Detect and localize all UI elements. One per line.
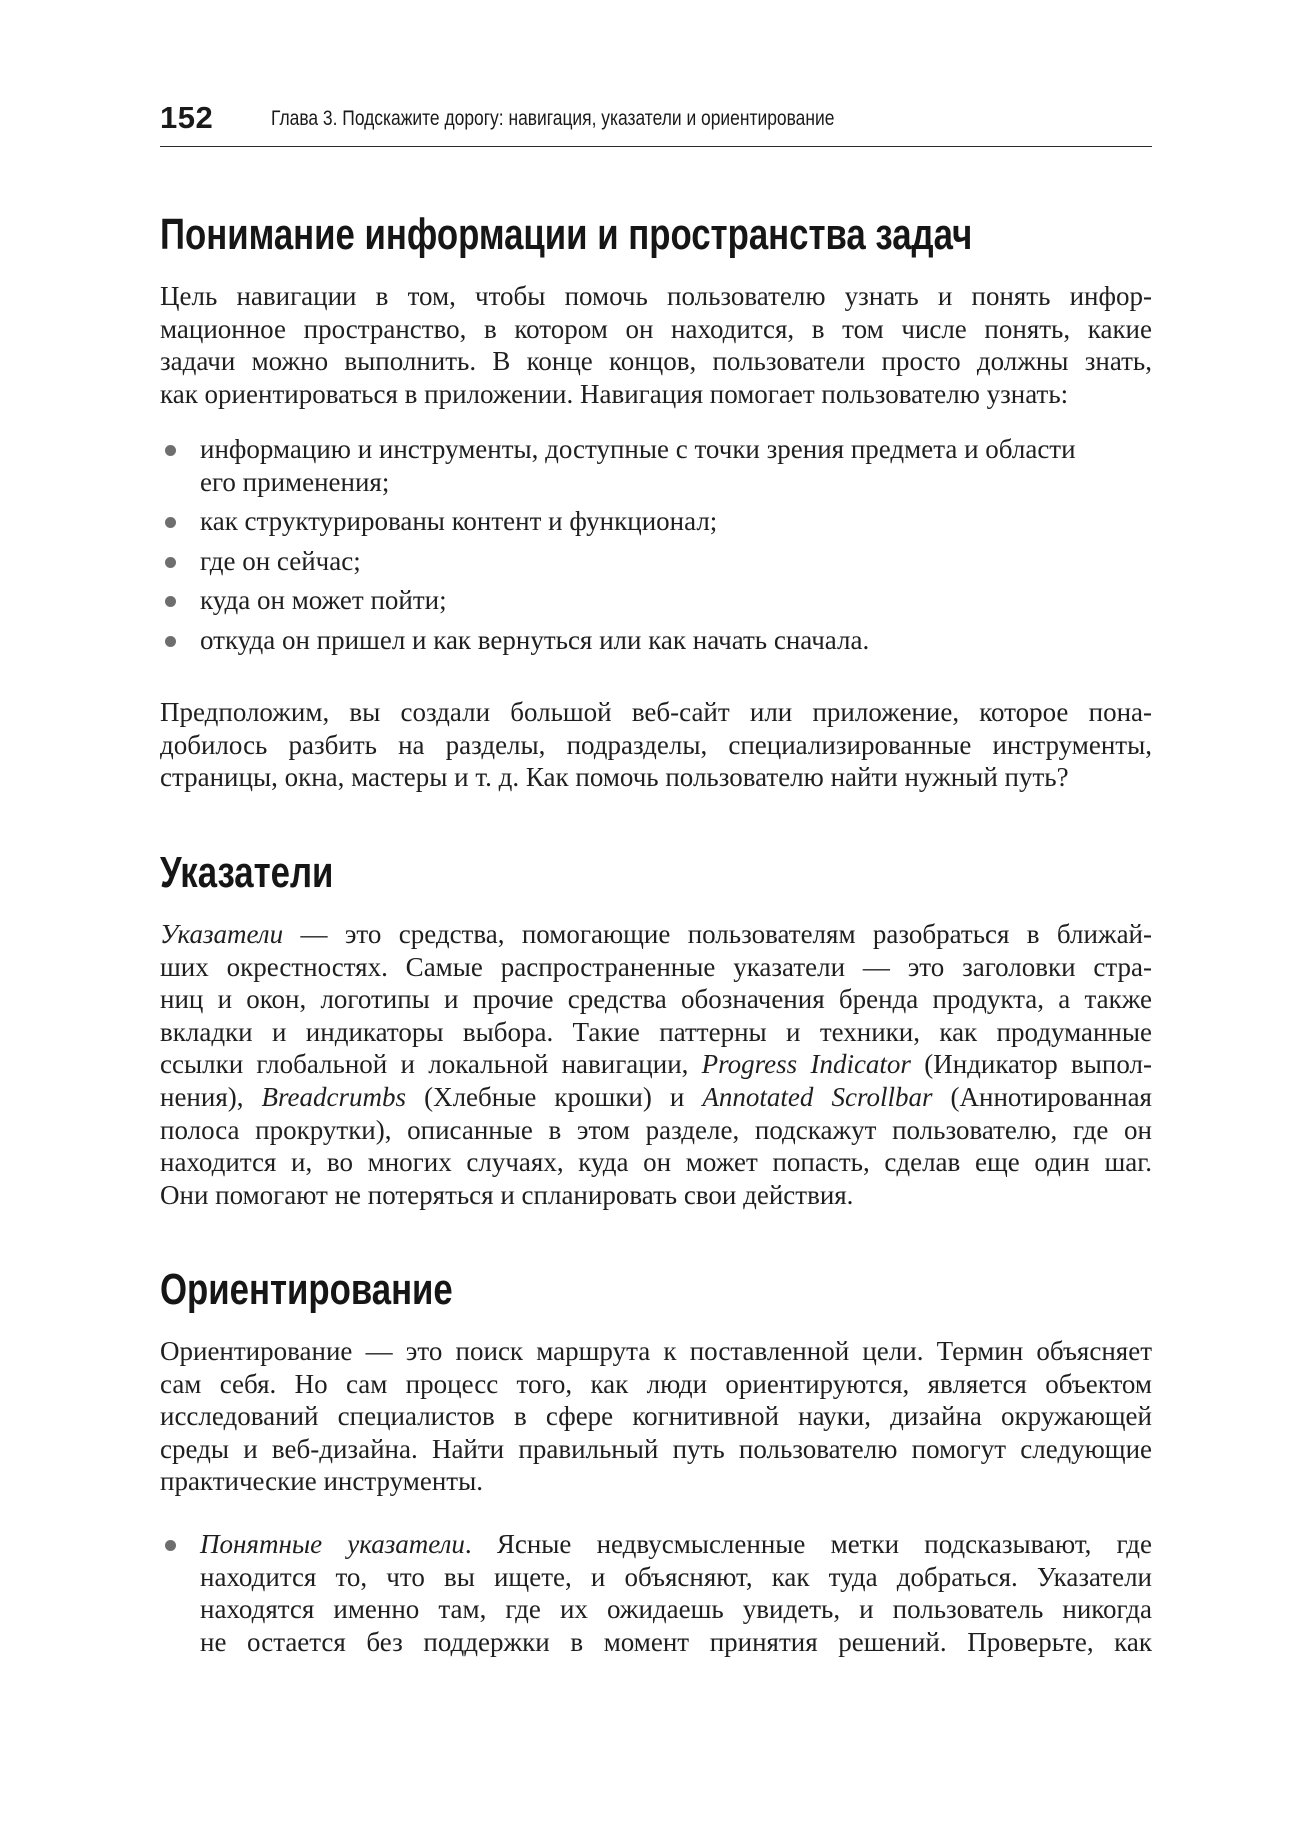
bullet-icon <box>165 596 176 607</box>
text-line: страницы, окна, мастеры и т. д. Как помочь пользователю найти нужный путь? <box>160 762 1069 793</box>
italic-term: Понятные указатели <box>200 1529 465 1559</box>
text-line: ниц и окон, логотипы и прочие средства обозначения бренда продукта, а также <box>160 984 1152 1015</box>
section-heading-signposts: Указатели <box>160 848 334 897</box>
text-line: Они помогают не потеряться и спланировать свои действия. <box>160 1179 854 1210</box>
text-line: Ориентирование — это поиск маршрута к поставленной цели. Термин объясняет <box>160 1336 1152 1366</box>
section-heading-task-space: Понимание информации и пространства задач <box>160 210 973 259</box>
text-line: находится и, во многих случаях, куда он может попасть, сделав еще один шаг. <box>160 1147 1152 1178</box>
list-item-text: информацию и инструменты, доступные с точки зрения предмета и области <box>200 434 1076 464</box>
text-line: нения), Breadcrumbs (Хлебные крошки) и Annotated Scrollbar (Аннотированная <box>160 1081 1152 1112</box>
italic-term: Указатели <box>160 919 284 949</box>
paragraph-signposts <box>160 918 1152 1211</box>
list-item-text: как структурированы контент и функционал; <box>200 506 718 537</box>
running-title: Глава 3. Подскажите дорогу: навигация, указатели и ориентирование <box>271 107 835 130</box>
list-item <box>160 433 1152 498</box>
text-line: Цель навигации в том, чтобы помочь пользователю узнать и понять инфор- <box>160 281 1152 311</box>
text-line: полоса прокрутки), описанные в этом разделе, подскажут пользователю, где он <box>160 1114 1152 1145</box>
paragraph-navigation-goal <box>160 280 1152 410</box>
text-line: ших окрестностях. Самые распространенные указатели — это заголовки стра- <box>160 951 1152 982</box>
bullet-icon <box>165 445 176 456</box>
list-item-text: куда он может пойти; <box>200 585 447 616</box>
text-line: задачи можно выполнить. В конце концов, пользователи просто должны знать, <box>160 346 1152 377</box>
list-item <box>160 624 1152 657</box>
text-line: практические инструменты. <box>160 1466 483 1497</box>
page-header <box>160 100 1152 147</box>
italic-term: Breadcrumbs <box>261 1081 407 1112</box>
list-item <box>160 505 1152 538</box>
bullet-list-wayfinding-tools <box>160 1528 1152 1658</box>
page-number: 152 <box>160 100 214 135</box>
list-item-text: Понятные указатели. Ясные недвусмысленные метки подсказывают, где находится то, что вы ищете, и объясняют, как туда добраться. Указатели находятся именно там, где их ожидаешь увидеть, и пользователь никогда не остается без поддержки в момент принятия решений. Проверьте, как <box>200 1529 1152 1657</box>
text-line: мационное пространство, в котором он находится, в том числе понять, какие <box>160 313 1152 344</box>
list-item-text: его применения; <box>200 466 390 497</box>
text-line: ссылки глобальной и локальной навигации, Progress Indicator (Индикатор выпол- <box>160 1049 1152 1080</box>
text-line: сам себя. Но сам процесс того, как люди ориентируются, является объектом <box>160 1368 1152 1399</box>
list-item-text: где он сейчас; <box>200 545 361 576</box>
list-item-text: откуда он пришел и как вернуться или как начать сначала. <box>200 624 870 655</box>
list-item <box>160 584 1152 617</box>
text-line: исследований специалистов в сфере когнитивной науки, дизайна окружающей <box>160 1401 1152 1432</box>
text-line: среды и веб-дизайна. Найти правильный путь пользователю помогут следующие <box>160 1433 1152 1464</box>
bullet-icon <box>165 1540 176 1551</box>
italic-term: Annotated Scrollbar <box>702 1081 933 1112</box>
list-item <box>160 1528 1152 1658</box>
section-heading-wayfinding: Ориентирование <box>160 1265 453 1314</box>
text-line: Указатели — это средства, помогающие пользователям разобраться в ближай- <box>160 919 1152 949</box>
paragraph-large-site <box>160 696 1152 794</box>
text-line: Предположим, вы создали большой веб-сайт или приложение, которое пона- <box>160 697 1152 727</box>
bullet-icon <box>165 557 176 568</box>
paragraph-wayfinding <box>160 1335 1152 1498</box>
bullet-icon <box>165 636 176 647</box>
text-line: вкладки и индикаторы выбора. Такие паттерны и техники, как продуманные <box>160 1016 1152 1047</box>
bullet-icon <box>165 517 176 528</box>
italic-term: Progress Indicator <box>701 1049 911 1080</box>
text-line: добилось разбить на разделы, подразделы, специализированные инструменты, <box>160 729 1152 760</box>
bullet-list-navigation-helps <box>160 433 1152 657</box>
text-line: как ориентироваться в приложении. Навигация помогает пользователю узнать: <box>160 378 1069 409</box>
list-item <box>160 545 1152 578</box>
